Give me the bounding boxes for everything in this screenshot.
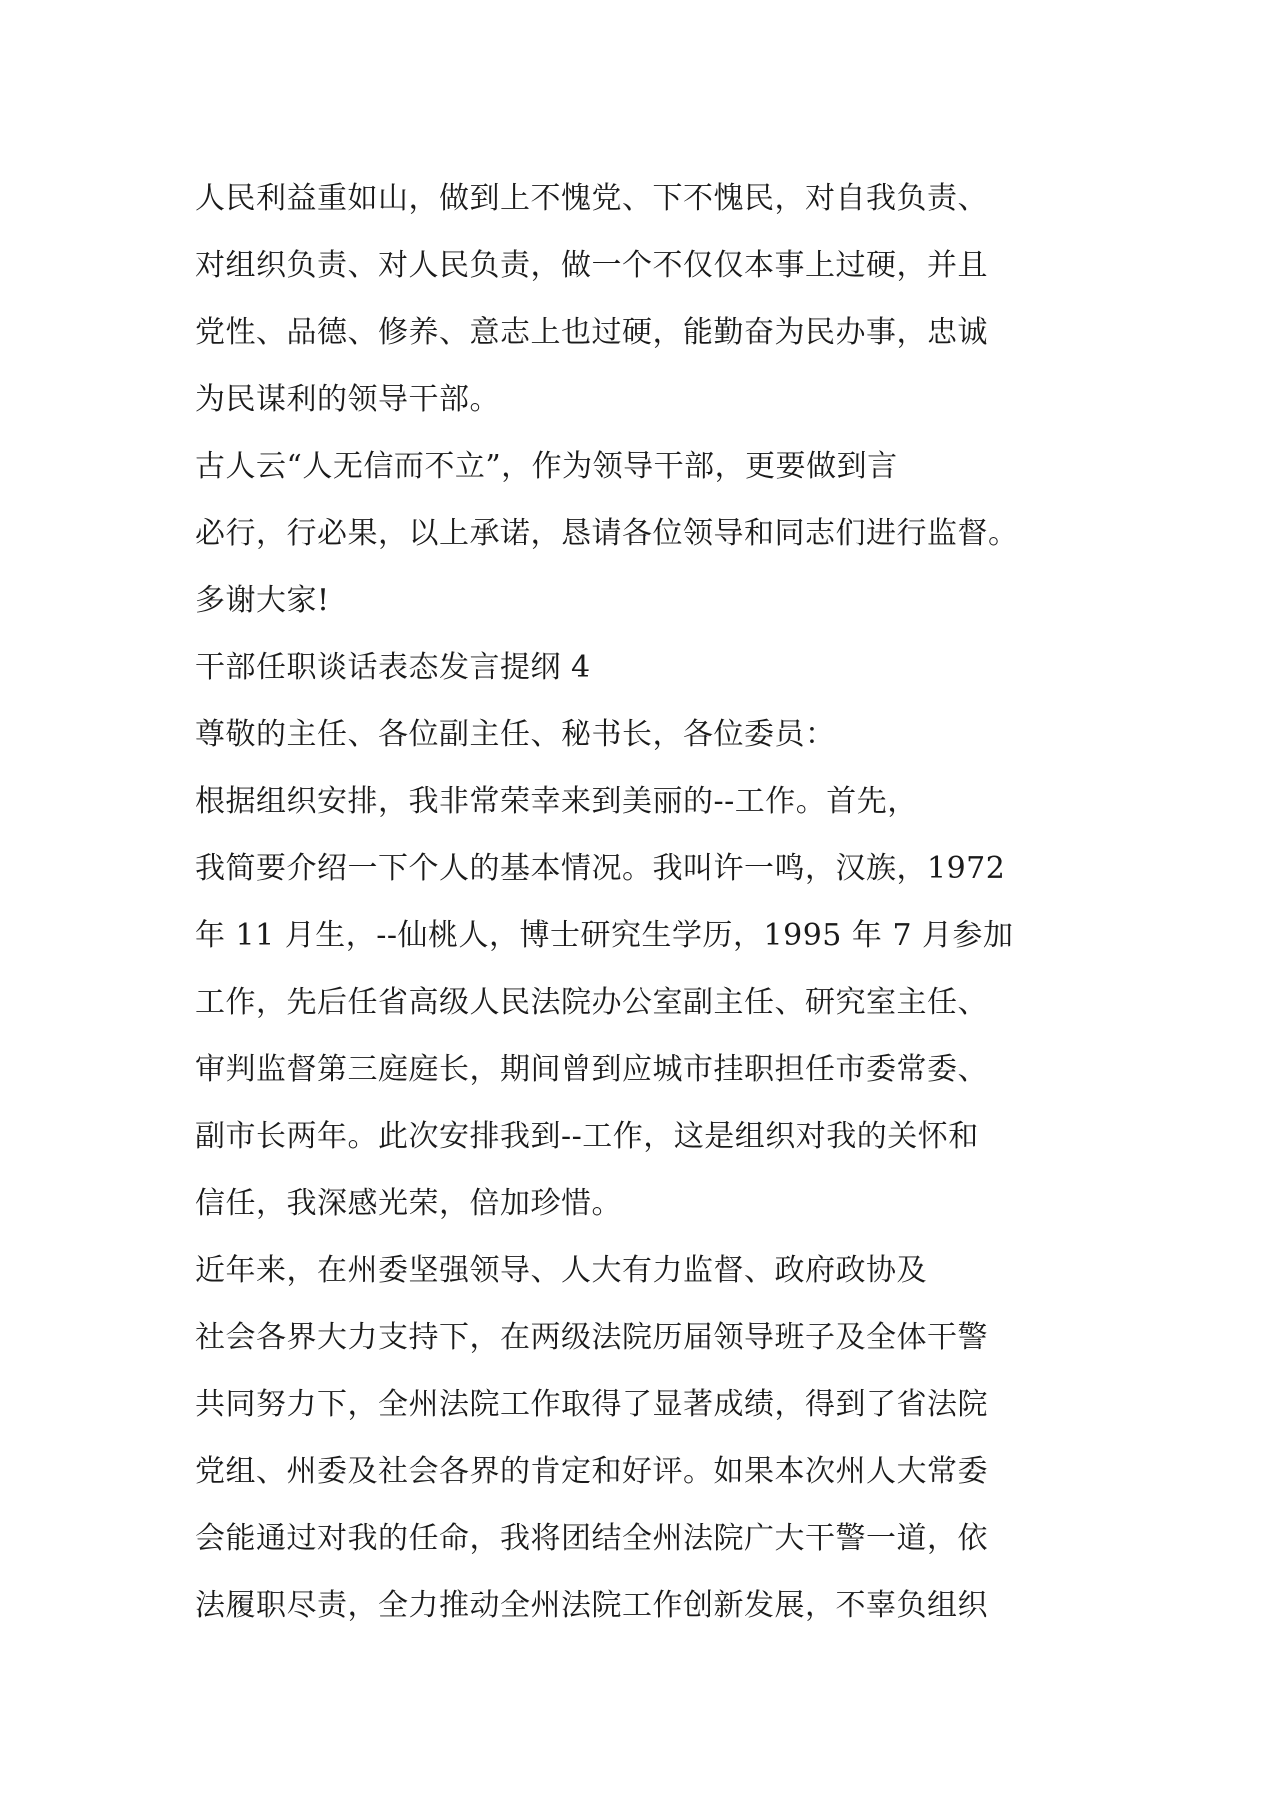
text-line: 为民谋利的领导干部。 [195,382,500,417]
text-line: 多谢大家! [195,583,330,618]
text-line: 必行，行必果，以上承诺，恳请各位领导和同志们进行监督。 [195,516,1019,551]
salutation: 尊敬的主任、各位副主任、秘书长，各位委员： [195,717,836,752]
text-line: 根据组织安排，我非常荣幸来到美丽的--工作。首先， [195,784,918,819]
text-line: 审判监督第三庭庭长，期间曾到应城市挂职担任市委常委、 [195,1052,988,1087]
text-line: 近年来，在州委坚强领导、人大有力监督、政府政协及 [195,1253,927,1288]
text-line: 我简要介绍一下个人的基本情况。我叫许一鸣，汉族，1972 [195,851,1006,886]
text-line: 社会各界大力支持下，在两级法院历届领导班子及全体干警 [195,1320,988,1355]
text-line: 党组、州委及社会各界的肯定和好评。如果本次州人大常委 [195,1454,988,1489]
text-line: 工作，先后任省高级人民法院办公室副主任、研究室主任、 [195,985,988,1020]
document-body [195,165,1195,1639]
text-line: 党性、品德、修养、意志上也过硬，能勤奋为民办事，忠诚 [195,315,988,350]
text-line: 年 11 月生，--仙桃人，博士研究生学历，1995 年 7 月参加 [195,918,1014,953]
text-line: 共同努力下，全州法院工作取得了显著成绩，得到了省法院 [195,1387,988,1422]
text-line: 古人云“人无信而不立”，作为领导干部，更要做到言 [195,449,898,484]
text-line: 信任，我深感光荣，倍加珍惜。 [195,1186,622,1221]
text-line: 对组织负责、对人民负责，做一个不仅仅本事上过硬，并且 [195,248,988,283]
section-heading: 干部任职谈话表态发言提纲 4 [195,650,591,685]
text-line: 副市长两年。此次安排我到--工作，这是组织对我的关怀和 [195,1119,979,1154]
text-line: 人民利益重如山，做到上不愧党、下不愧民，对自我负责、 [195,181,988,216]
text-line: 法履职尽责，全力推动全州法院工作创新发展，不辜负组织 [195,1588,988,1623]
text-line: 会能通过对我的任命，我将团结全州法院广大干警一道，依 [195,1521,988,1556]
